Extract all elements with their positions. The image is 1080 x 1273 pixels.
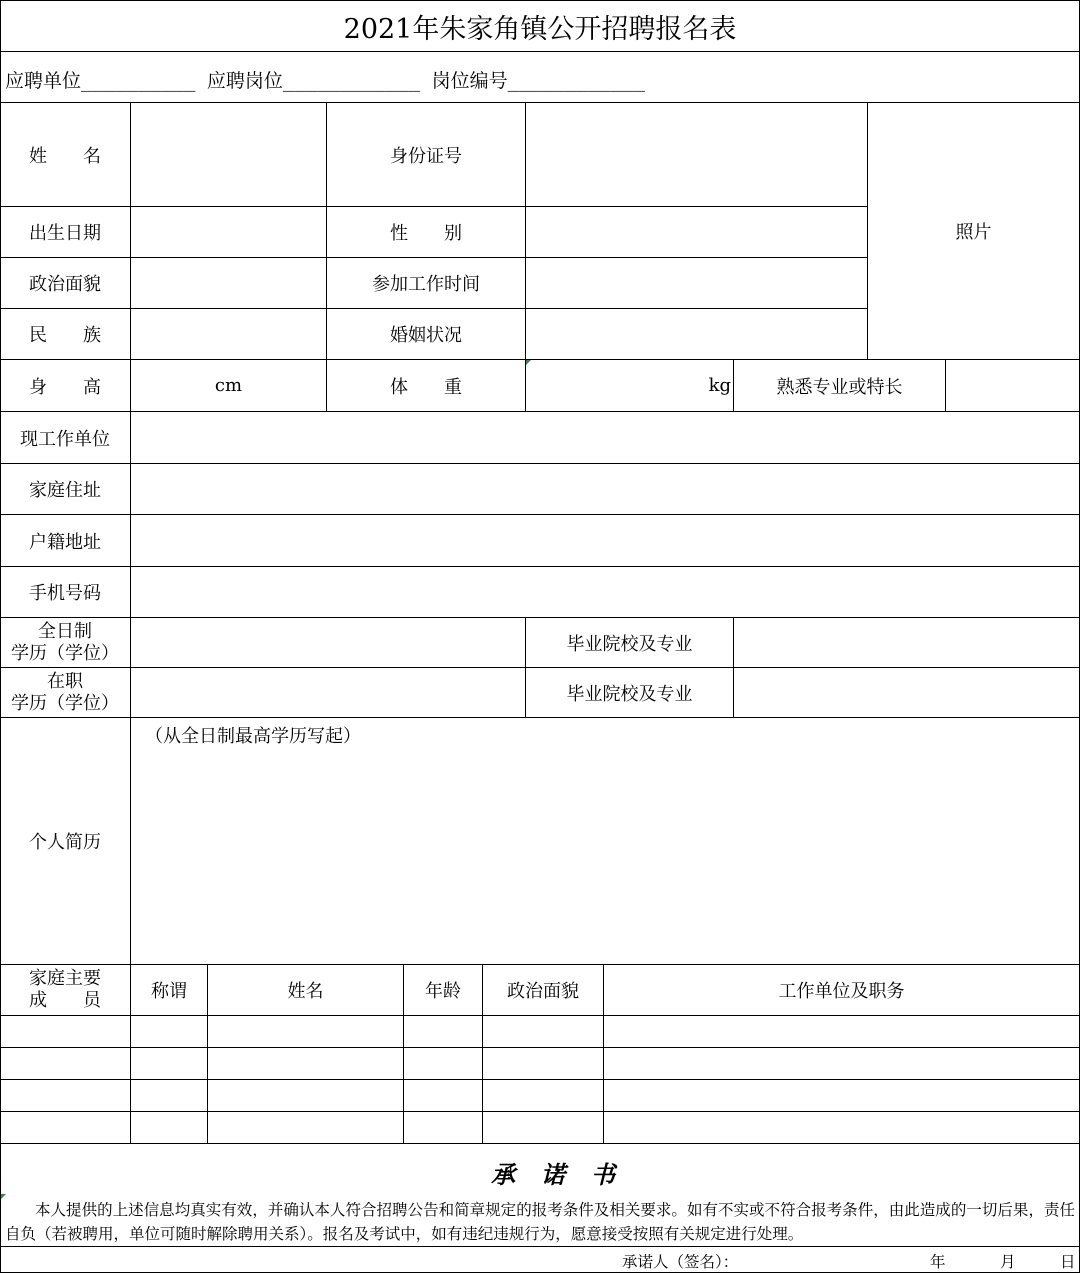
parttime-line-1: 在职 (47, 670, 83, 692)
weight-unit[interactable]: kg (708, 375, 731, 396)
date-year: 年 (930, 1253, 946, 1271)
label-weight: 体 重 (390, 376, 462, 398)
fulltime-line-1: 全日制 (38, 620, 92, 642)
code-label: 岗位编号 (431, 70, 508, 92)
resume-note: （从全日制最高学历写起） (145, 726, 361, 747)
label-mobile: 手机号码 (29, 583, 101, 604)
input-birth[interactable] (131, 207, 326, 257)
label-current-unit: 现工作单位 (20, 428, 110, 450)
label-fulltime-degree (0, 618, 130, 667)
family-col-name: 姓名 (287, 981, 324, 1002)
family-line-2: 成 员 (29, 990, 101, 1011)
pledge-title: 承诺书 (491, 1159, 641, 1189)
label-family (0, 965, 130, 1015)
label-parttime-degree (0, 668, 130, 717)
family-line-1: 家庭主要 (29, 968, 101, 989)
parttime-line-2: 学历（学位） (11, 692, 119, 714)
family-row[interactable] (1, 1048, 1079, 1079)
label-home-address: 家庭住址 (29, 480, 101, 501)
label-height: 身 高 (29, 376, 101, 398)
input-ethnicity[interactable] (131, 309, 326, 359)
form-title: 2021年朱家角镇公开招聘报名表 (343, 13, 737, 45)
input-fulltime-degree[interactable] (131, 618, 525, 667)
label-id-number: 身份证号 (390, 145, 462, 167)
label-birth: 出生日期 (29, 223, 101, 244)
input-id-number[interactable] (526, 103, 867, 206)
label-ethnicity: 民 族 (29, 325, 101, 346)
family-col-job: 工作单位及职务 (778, 981, 905, 1002)
input-school-1[interactable] (734, 618, 1079, 667)
height-unit[interactable]: cm (214, 375, 243, 396)
pledge-text: 本人提供的上述信息均真实有效，并确认本人符合招聘公告和简章规定的报考条件及相关要求。如有不实或不符合报考条件，由此造成的一切后果，责任自负（若被聘用，单位可随时解除聘用关系）。报名及考试中，如有违纪违规行为，愿意接受按照有关规定进行处理。 (5, 1201, 1075, 1243)
unit-label: 应聘单位 (5, 70, 82, 92)
post-label: 应聘岗位 (206, 70, 283, 92)
label-resume: 个人简历 (29, 832, 101, 853)
input-gender[interactable] (526, 207, 867, 257)
label-gender: 性 别 (390, 223, 462, 244)
family-row[interactable] (1, 1112, 1079, 1143)
label-school-2: 毕业院校及专业 (566, 683, 693, 705)
input-household[interactable] (131, 515, 1079, 566)
family-col-relation: 称谓 (151, 981, 187, 1002)
signer-label: 承诺人（签名）： (622, 1253, 739, 1271)
family-col-age: 年龄 (425, 981, 461, 1002)
label-marital: 婚姻状况 (390, 325, 462, 346)
date-month: 月 (1000, 1253, 1016, 1271)
label-political: 政治面貌 (29, 274, 101, 295)
header-line (5, 66, 645, 93)
label-name: 姓 名 (29, 145, 101, 167)
family-col-political: 政治面貌 (507, 981, 579, 1002)
input-mobile[interactable] (131, 567, 1079, 617)
input-parttime-degree[interactable] (131, 668, 525, 717)
input-school-2[interactable] (734, 668, 1079, 717)
label-specialty: 熟悉专业或特长 (776, 376, 903, 398)
label-household: 户籍地址 (29, 531, 101, 553)
date-day: 日 (1060, 1253, 1076, 1271)
unit-blank[interactable]: __________ (81, 70, 196, 92)
input-home-address[interactable] (131, 464, 1079, 514)
post-blank[interactable]: ____________ (282, 70, 421, 92)
photo-box[interactable]: 照片 (955, 222, 992, 243)
input-specialty[interactable] (946, 360, 1079, 411)
family-row[interactable] (1, 1016, 1079, 1047)
label-work-start: 参加工作时间 (372, 274, 480, 295)
fulltime-line-2: 学历（学位） (11, 642, 119, 664)
family-row[interactable] (1, 1080, 1079, 1111)
input-name[interactable] (131, 103, 326, 206)
code-blank[interactable]: ____________ (507, 70, 645, 92)
input-work-start[interactable] (526, 258, 867, 308)
input-resume[interactable] (131, 718, 1079, 964)
input-political[interactable] (131, 258, 326, 308)
label-school-1: 毕业院校及专业 (566, 633, 693, 655)
input-marital[interactable] (526, 309, 867, 359)
input-current-unit[interactable] (131, 412, 1079, 463)
